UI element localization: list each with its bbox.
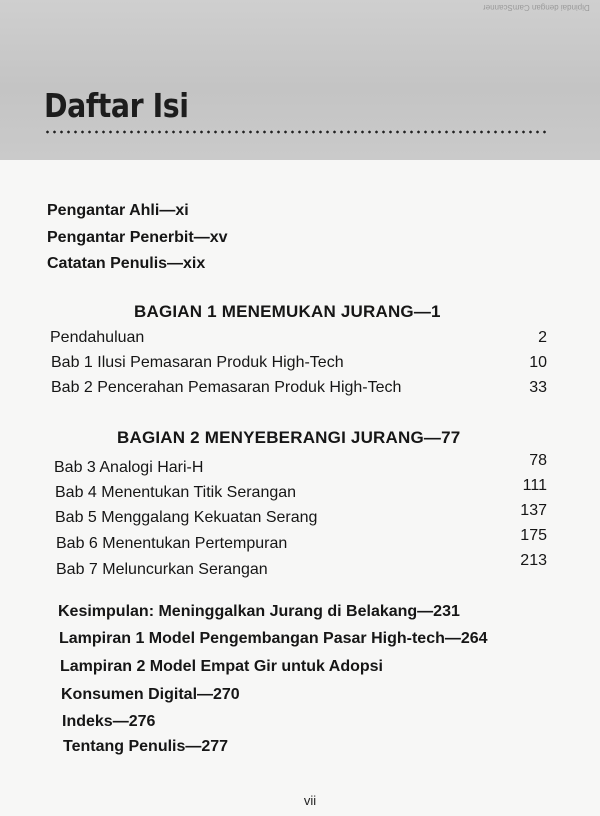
toc-entry-label: Bab 3 Analogi Hari-H: [54, 459, 204, 476]
toc-entry: [0, 552, 600, 583]
dotted-divider: [44, 130, 550, 134]
toc-entry-page: 78: [529, 452, 547, 469]
part-heading: BAGIAN 2 MENYEBERANGI JURANG—77: [117, 428, 461, 447]
toc-entry-label: Indeks—276: [62, 713, 156, 730]
toc-back-entry: [0, 658, 600, 680]
toc-entry-label: Lampiran 1 Model Pengembangan Pasar High-tech—264: [59, 630, 488, 647]
toc-back-entry: [0, 630, 600, 652]
header-band: [0, 0, 600, 160]
toc-entry-label: Catatan Penulis—xix: [47, 255, 206, 272]
toc-front-entry: [0, 229, 600, 251]
toc-entry-label: Pengantar Ahli—xi: [47, 202, 189, 219]
toc-entry-label: Pendahuluan: [50, 329, 145, 346]
toc-entry-label: Lampiran 2 Model Empat Gir untuk Adopsi: [60, 658, 383, 675]
scan-watermark: Dipindai dengan CamScanner: [483, 3, 590, 12]
toc-entry-label: Kesimpulan: Meninggalkan Jurang di Belakang—231: [58, 603, 460, 620]
toc-entry-label: Konsumen Digital—270: [61, 686, 240, 703]
page-number: vii: [303, 793, 317, 808]
toc-entry: [0, 354, 600, 376]
toc-entry-page: 111: [522, 477, 547, 494]
toc-entry-page: 2: [538, 329, 547, 346]
toc-back-entry: [0, 713, 600, 735]
toc-entry-page: 213: [520, 552, 547, 569]
toc-front-entry: [0, 202, 600, 224]
toc-back-entry: [0, 686, 600, 708]
toc-entry-page: 175: [520, 527, 547, 544]
toc-front-entry: [0, 255, 600, 277]
toc-entry-label: Bab 1 Ilusi Pemasaran Produk High-Tech: [51, 354, 344, 371]
page-title: Daftar Isi: [44, 86, 189, 125]
toc-entry-page: 33: [529, 379, 547, 396]
part-heading: BAGIAN 1 MENEMUKAN JURANG—1: [134, 302, 441, 321]
toc-entry-label: Bab 4 Menentukan Titik Serangan: [55, 484, 297, 501]
toc-entry-label: Pengantar Penerbit—xv: [47, 229, 228, 246]
toc-entry-label: Bab 5 Menggalang Kekuatan Serang: [55, 509, 318, 526]
toc-entry-label: Bab 7 Meluncurkan Serangan: [56, 561, 268, 578]
toc-entry-label: Bab 2 Pencerahan Pemasaran Produk High-Tech: [51, 379, 402, 396]
toc-entry-label: Bab 6 Menentukan Pertempuran: [56, 535, 288, 552]
toc-back-entry: [0, 738, 600, 760]
toc-entry: [0, 379, 600, 401]
toc-entry-page: 137: [520, 502, 547, 519]
toc-back-entry: [0, 603, 600, 625]
toc-entry-page: 10: [529, 354, 547, 371]
toc-entry: [0, 329, 600, 351]
toc-entry-label: Tentang Penulis—277: [63, 738, 229, 755]
